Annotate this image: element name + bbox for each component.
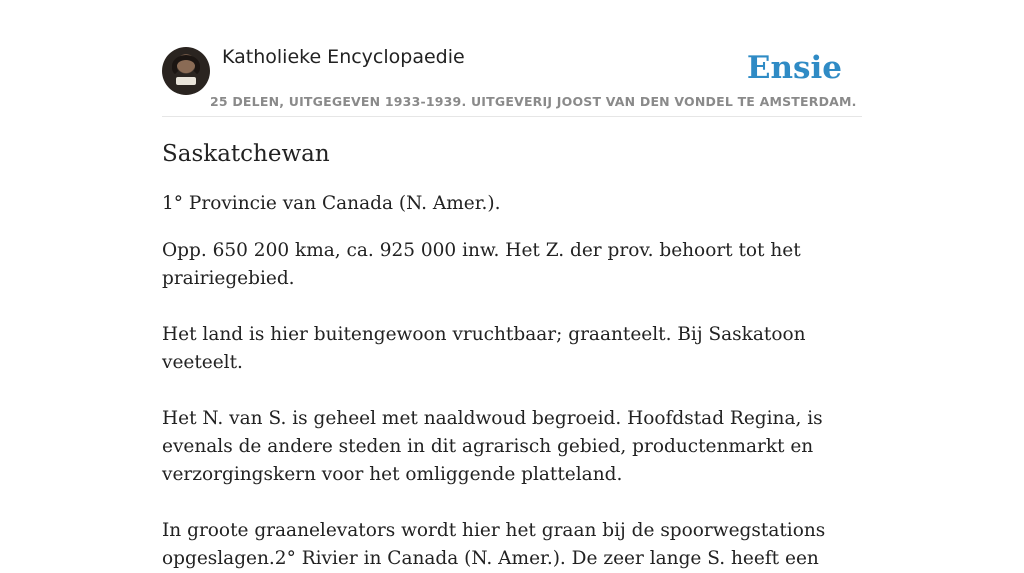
- source-header: [162, 40, 862, 117]
- avatar-collar: [176, 77, 196, 85]
- article-body: [162, 138, 862, 573]
- source-name-link[interactable]: Katholieke Encyclopaedie: [222, 46, 465, 68]
- avatar-hair: [172, 55, 200, 77]
- ensie-logo-link[interactable]: Ensie: [746, 50, 842, 86]
- article-paragraph: Het N. van S. is geheel met naaldwoud begroeid. Hoofdstad Regina, is evenals de andere steden in dit agrarisch gebied, productenmarkt en verzorgingskern voor het omliggende platteland.: [162, 408, 823, 485]
- article-title: Saskatchewan: [162, 141, 330, 167]
- portrait-avatar-icon[interactable]: [162, 47, 210, 95]
- article-paragraph: Opp. 650 200 kma, ca. 925 000 inw. Het Z. der prov. behoort tot het prairiegebied.: [162, 240, 801, 289]
- article-paragraph: In groote graanelevators wordt hier het graan bij de spoorwegstations opgeslagen.2° Rivier in Canada (N. Amer.). De zeer lange S. heeft een: [162, 520, 826, 569]
- article-lead: 1° Provincie van Canada (N. Amer.).: [162, 193, 501, 214]
- source-subtitle: 25 DELEN, UITGEGEVEN 1933-1939. UITGEVERIJ JOOST VAN DEN VONDEL TE AMSTERDAM.: [210, 94, 857, 109]
- article-paragraph: Het land is hier buitengewoon vruchtbaar; graanteelt. Bij Saskatoon veeteelt.: [162, 324, 806, 373]
